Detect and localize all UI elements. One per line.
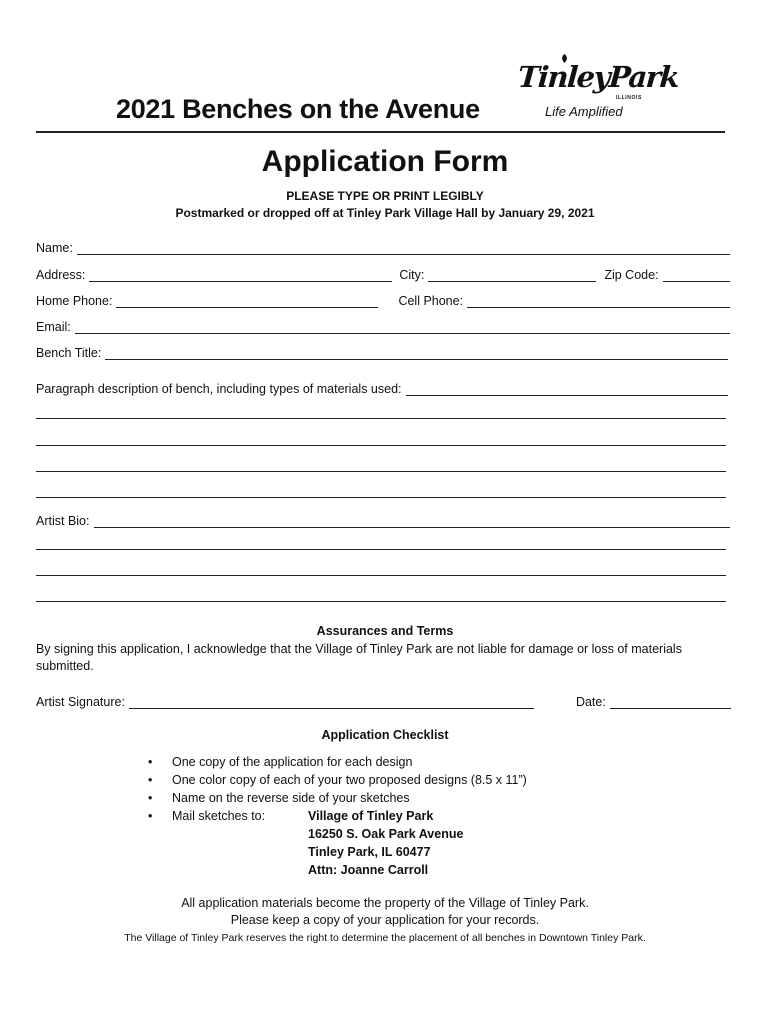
date-label: Date: [575, 695, 606, 709]
name-field[interactable] [77, 242, 730, 255]
checklist-item [148, 753, 527, 771]
email-row [36, 318, 730, 334]
footer-property-note: All application materials become the property of the Village of Tinley Park. [181, 896, 589, 910]
address-line: Tinley Park, IL 60477 [308, 845, 431, 859]
address-row [36, 266, 730, 282]
address-field[interactable] [89, 269, 392, 282]
cell-phone-label: Cell Phone: [398, 294, 464, 308]
description-field[interactable] [406, 383, 729, 396]
checklist-title: Application Checklist [321, 728, 449, 742]
artist-bio-line[interactable] [36, 601, 726, 602]
checklist-item-text: One color copy of each of your two proposed designs (8.5 x 11”) [172, 773, 527, 787]
signature-row [36, 693, 731, 709]
home-phone-label: Home Phone: [36, 294, 113, 308]
email-field[interactable] [75, 321, 730, 334]
bullet-icon: • [148, 809, 153, 823]
checklist-item [148, 771, 527, 789]
bullet-icon: • [148, 791, 153, 805]
bench-title-field[interactable] [105, 347, 728, 360]
address-line: 16250 S. Oak Park Avenue [308, 827, 464, 841]
city-field[interactable] [428, 269, 596, 282]
checklist-item-text: One copy of the application for each design [172, 755, 413, 769]
zip-label: Zip Code: [604, 268, 659, 282]
description-line[interactable] [36, 445, 726, 446]
address-line: Attn: Joanne Carroll [308, 863, 429, 877]
description-row [36, 380, 728, 396]
terms-title: Assurances and Terms [316, 624, 454, 638]
header-divider [36, 131, 725, 133]
document-title: 2021 Benches on the Avenue [116, 94, 480, 124]
terms-text: By signing this application, I acknowledge that the Village of Tinley Park are not liable for damage or loss of materials submitted. [36, 642, 682, 673]
tinley-park-logo [516, 60, 680, 124]
checklist-item-text: Mail sketches to: [172, 809, 266, 823]
instruction-text: PLEASE TYPE OR PRINT LEGIBLY [286, 189, 484, 203]
phone-row [36, 292, 730, 308]
form-title: Application Form [261, 145, 509, 178]
name-row [36, 239, 730, 255]
footer-placement-note: The Village of Tinley Park reserves the right to determine the placement of all benches in Downtown Tinley Park. [124, 932, 646, 944]
artist-bio-line[interactable] [36, 575, 726, 576]
checklist [148, 753, 527, 877]
description-label: Paragraph description of bench, including types of materials used: [36, 382, 402, 396]
bullet-icon: • [148, 773, 153, 787]
checklist-item [148, 789, 527, 807]
artist-bio-field[interactable] [94, 515, 731, 528]
mailing-address [308, 807, 463, 879]
bench-title-label: Bench Title: [36, 346, 102, 360]
city-label: City: [399, 268, 425, 282]
address-line: Village of Tinley Park [308, 809, 434, 823]
artist-signature-field[interactable] [129, 696, 534, 709]
deadline-text: Postmarked or dropped off at Tinley Park Village Hall by January 29, 2021 [175, 206, 595, 220]
description-line[interactable] [36, 471, 726, 472]
artist-signature-label: Artist Signature: [36, 695, 125, 709]
cell-phone-field[interactable] [467, 295, 730, 308]
date-field[interactable] [610, 696, 731, 709]
bullet-icon: • [148, 755, 153, 769]
bench-title-row [36, 344, 728, 360]
description-line[interactable] [36, 497, 726, 498]
artist-bio-row [36, 512, 730, 528]
logo-state: ILLINOIS [616, 95, 642, 101]
address-label: Address: [36, 268, 86, 282]
checklist-item-mail [148, 807, 527, 877]
description-line[interactable] [36, 418, 726, 419]
email-label: Email: [36, 320, 71, 334]
footer-records-note: Please keep a copy of your application for your records. [230, 913, 540, 927]
logo-tagline: Life Amplified [545, 104, 623, 119]
artist-bio-label: Artist Bio: [36, 514, 90, 528]
zip-field[interactable] [663, 269, 730, 282]
name-label: Name: [36, 241, 73, 255]
home-phone-field[interactable] [116, 295, 378, 308]
checklist-item-text: Name on the reverse side of your sketches [172, 791, 410, 805]
logo-wordmark: TinleyPark [516, 60, 680, 94]
artist-bio-line[interactable] [36, 549, 726, 550]
